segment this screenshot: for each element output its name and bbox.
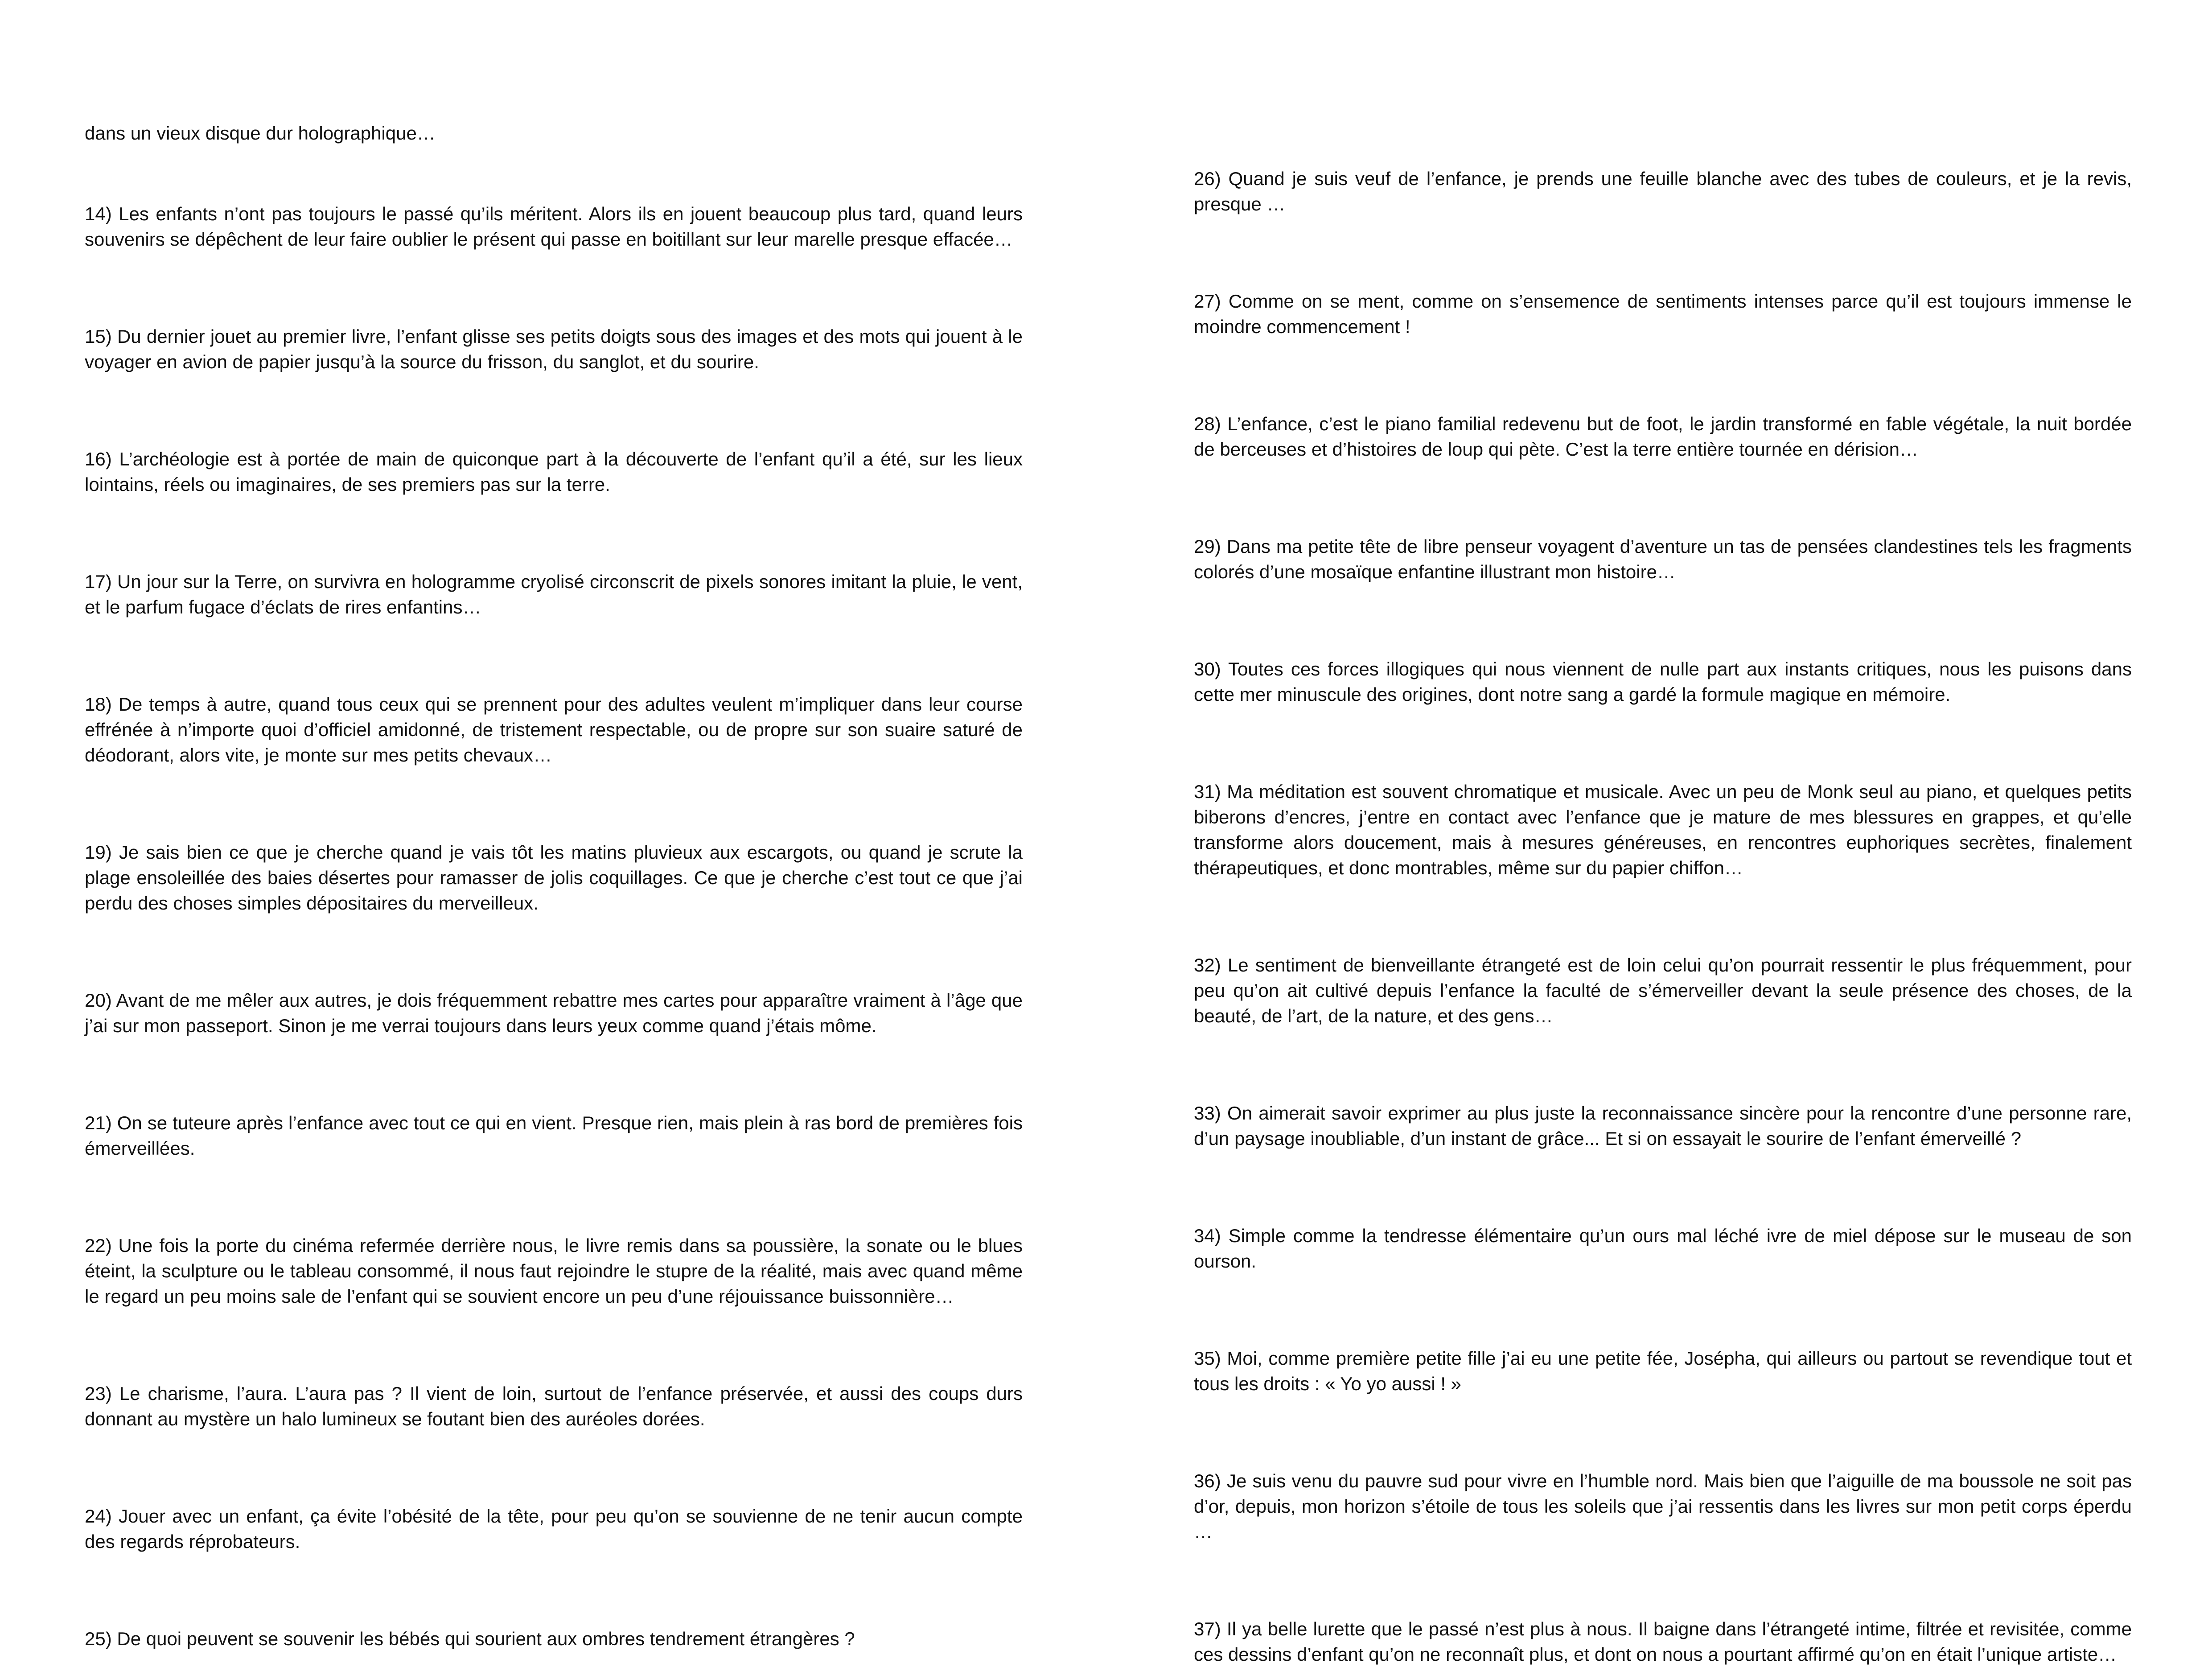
entry-17: 17) Un jour sur la Terre, on survivra en hologramme cryolisé circonscrit de pixels sonores imitant la pluie, le vent, et le parfum fugace d’éclats de rires enfantins…: [85, 571, 1023, 617]
entry-28: 28) L’enfance, c’est le piano familial redevenu but de foot, le jardin transformé en fable végétale, la nuit bordée de berceuses et d’histoires de loup qui pète. C’est la terre entière tournée en dérision…: [1194, 413, 2132, 460]
left-column: [85, 120, 1023, 1651]
entry-33: 33) On aimerait savoir exprimer au plus juste la reconnaissance sincère pour la rencontre d’une personne rare, d’un paysage inoubliable, d’un instant de grâce... Et si on essayait le sourire de l’enfant émerveillé ?: [1194, 1103, 2132, 1149]
right-column: [1194, 166, 2132, 1667]
entry-37: 37) Il ya belle lurette que le passé n’est plus à nous. Il baigne dans l’étrangeté intime, filtrée et revisitée, comme ces dessins d’enfant qu’on ne reconnaît plus, et dont on nous a pourtant affirmé qu’on en était l’unique artiste…: [1194, 1618, 2132, 1665]
entry-29: 29) Dans ma petite tête de libre penseur voyagent d’aventure un tas de pensées clandestines tels les fragments colorés d’une mosaïque enfantine illustrant mon histoire…: [1194, 536, 2132, 582]
entry-19: 19) Je sais bien ce que je cherche quand je vais tôt les matins pluvieux aux escargots, ou quand je scrute la plage ensoleillée des baies désertes pour ramasser de jolis coquillages. Ce que je cherche c’est tout ce que j’ai perdu des choses simples dépositaires du merveilleux.: [85, 842, 1023, 914]
entry-27: 27) Comme on se ment, comme on s’ensemence de sentiments intenses parce qu’il est toujours immense le moindre commencement !: [1194, 291, 2132, 337]
entry-35: 35) Moi, comme première petite fille j’ai eu une petite fée, Josépha, qui ailleurs ou partout se revendique tout et tous les droits : « Yo yo aussi ! »: [1194, 1348, 2132, 1394]
entry-23: 23) Le charisme, l’aura. L’aura pas ? Il vient de loin, surtout de l’enfance préservée, et aussi des coups durs donnant au mystère un halo lumineux se foutant bien des auréoles dorées.: [85, 1383, 1023, 1429]
entry-18: 18) De temps à autre, quand tous ceux qui se prennent pour des adultes veulent m’impliquer dans leur course effrénée à n’importe quoi d’officiel amidonné, de tristement respectable, ou de propre sur son suaire saturé de déodorant, alors vite, je monte sur mes petits chevaux…: [85, 694, 1023, 766]
continued-paragraph: dans un vieux disque dur holographique…: [85, 123, 436, 144]
entry-20: 20) Avant de me mêler aux autres, je dois fréquemment rebattre mes cartes pour apparaître vraiment à l’âge que j’ai sur mon passeport. Sinon je me verrai toujours dans leurs yeux comme quand j’étais môme.: [85, 990, 1023, 1036]
entry-22: 22) Une fois la porte du cinéma refermée derrière nous, le livre remis dans sa poussière, la sonate ou le blues éteint, la sculpture ou le tableau consommé, il nous faut rejoindre le stupre de la réalité, mais avec quand même le regard un peu moins sale de l’enfant qui se souvient encore un peu d’une réjouissance buissonnière…: [85, 1235, 1023, 1307]
entry-30: 30) Toutes ces forces illogiques qui nous viennent de nulle part aux instants critiques, nous les puisons dans cette mer minuscule des origines, dont notre sang a gardé la formule magique en mémoire.: [1194, 659, 2132, 705]
entry-25: 25) De quoi peuvent se souvenir les bébés qui sourient aux ombres tendrement étrangères ?: [85, 1628, 855, 1649]
entry-36: 36) Je suis venu du pauvre sud pour vivre en l’humble nord. Mais bien que l’aiguille de ma boussole ne soit pas d’or, depuis, mon horizon s’étoile de tous les soleils que j’ai ressentis dans les livres sur mon petit corps éperdu …: [1194, 1470, 2132, 1542]
entry-21: 21) On se tuteure après l’enfance avec tout ce qui en vient. Presque rien, mais plein à ras bord de premières fois émerveillées.: [85, 1112, 1023, 1159]
entry-31: 31) Ma méditation est souvent chromatique et musicale. Avec un peu de Monk seul au piano, et quelques petits biberons d’encres, j’entre en contact avec l’enfance que je mature de mes blessures en grappes, et qu’elle transforme alors doucement, mais à mesures généreuses, en rencontres euphoriques secrètes, finalement thérapeutiques, et donc montrables, même sur du papier chiffon…: [1194, 781, 2132, 878]
entry-34: 34) Simple comme la tendresse élémentaire qu’un ours mal léché ivre de miel dépose sur le museau de son ourson.: [1194, 1225, 2132, 1272]
entry-14: 14) Les enfants n’ont pas toujours le passé qu’ils méritent. Alors ils en jouent beaucoup plus tard, quand leurs souvenirs se dépêchent de leur faire oublier le présent qui passe en boitillant sur leur marelle presque effacée…: [85, 203, 1023, 250]
entry-15: 15) Du dernier jouet au premier livre, l’enfant glisse ses petits doigts sous des images et des mots qui jouent à le voyager en avion de papier jusqu’à la source du frisson, du sanglot, et du sourire.: [85, 326, 1023, 372]
entry-24: 24) Jouer avec un enfant, ça évite l’obésité de la tête, pour peu qu’on se souvienne de ne tenir aucun compte des regards réprobateurs.: [85, 1506, 1023, 1552]
entry-16: 16) L’archéologie est à portée de main de quiconque part à la découverte de l’enfant qu’il a été, sur les lieux lointains, réels ou imaginaires, de ses premiers pas sur la terre.: [85, 449, 1023, 495]
entry-32: 32) Le sentiment de bienveillante étrangeté est de loin celui qu’on pourrait ressentir le plus fréquemment, pour peu qu’on ait cultivé depuis l’enfance la faculté de s’émerveiller devant la seule présence des choses, de la beauté, de l’art, de la nature, et des gens…: [1194, 955, 2132, 1026]
entry-26: 26) Quand je suis veuf de l’enfance, je prends une feuille blanche avec des tubes de couleurs, et je la revis, presque …: [1194, 168, 2132, 214]
